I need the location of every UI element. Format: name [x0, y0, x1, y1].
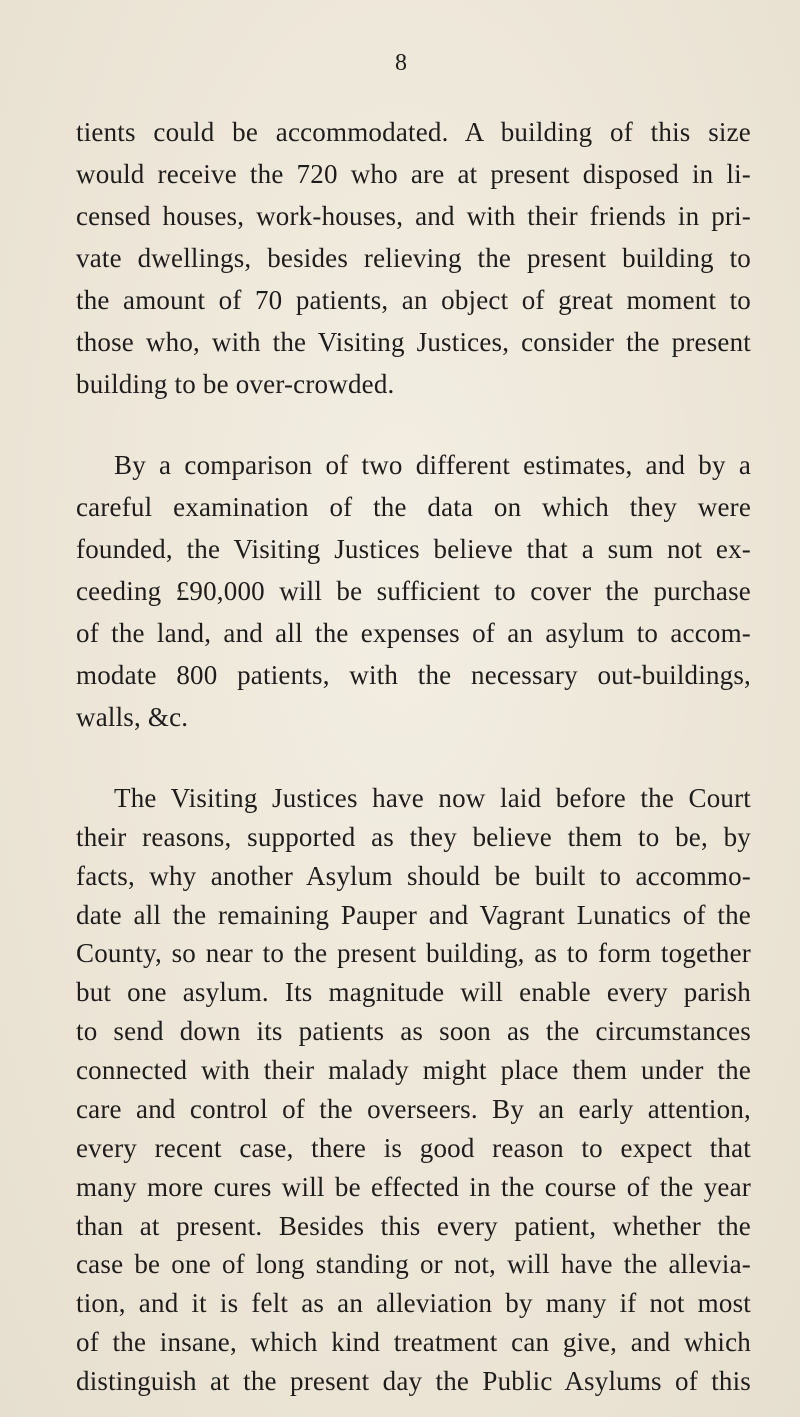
paragraph-3-line-12: than at present. Besides this every patient, whether the: [76, 1211, 751, 1241]
paragraph-1-line-1: tients could be accommodated. A building of this size: [76, 117, 751, 147]
paragraph-1-line-5: the amount of 70 patients, an object of great moment to: [76, 285, 751, 315]
paragraph-3-line-8: connected with their malady might place them under the: [76, 1055, 751, 1085]
page-number: 8: [395, 50, 407, 76]
paragraph-3-line-1: The Visiting Justices have now laid before the Court: [114, 783, 751, 813]
paragraph-1-line-2: would receive the 720 who are at present disposed in li-: [76, 159, 751, 189]
paragraph-3-line-9: care and control of the overseers. By an early attention,: [76, 1094, 751, 1124]
paragraph-3-line-13: case be one of long standing or not, will have the allevia-: [76, 1249, 751, 1279]
paragraph-2-line-4: ceeding £90,000 will be sufficient to cover the purchase: [76, 576, 751, 606]
paragraph-3-line-3: facts, why another Asylum should be built to accommo-: [76, 861, 751, 891]
paragraph-2-line-2: careful examination of the data on which they were: [76, 492, 751, 522]
paragraph-3-line-4: date all the remaining Pauper and Vagrant Lunatics of the: [76, 900, 751, 930]
paragraph-3-line-7: to send down its patients as soon as the circumstances: [76, 1016, 751, 1046]
paragraph-2-line-1: By a comparison of two different estimates, and by a: [114, 450, 751, 480]
paragraph-3-line-2: their reasons, supported as they believe them to be, by: [76, 822, 751, 852]
paragraph-1-line-6: those who, with the Visiting Justices, consider the present: [76, 327, 751, 357]
paragraph-3-line-11: many more cures will be effected in the course of the year: [76, 1172, 751, 1202]
paragraph-3-line-16: distinguish at the present day the Public Asylums of this: [76, 1366, 751, 1396]
paragraph-2-line-3: founded, the Visiting Justices believe that a sum not ex-: [76, 534, 751, 564]
paragraph-1-line-7: building to be over-crowded.: [76, 369, 395, 399]
paragraph-3-line-14: tion, and it is felt as an alleviation by many if not most: [76, 1288, 751, 1318]
paragraph-3-line-10: every recent case, there is good reason to expect that: [76, 1133, 751, 1163]
paragraph-2-line-7: walls, &c.: [76, 702, 189, 732]
paragraph-3-line-6: but one asylum. Its magnitude will enable every parish: [76, 977, 751, 1007]
paragraph-2-line-5: of the land, and all the expenses of an asylum to accom-: [76, 618, 751, 648]
paragraph-3-line-15: of the insane, which kind treatment can give, and which: [76, 1327, 751, 1357]
paragraph-1-line-3: censed houses, work-houses, and with their friends in pri-: [76, 201, 751, 231]
paragraph-2-line-6: modate 800 patients, with the necessary out-buildings,: [76, 660, 751, 690]
paragraph-3-line-5: County, so near to the present building, as to form together: [76, 938, 751, 968]
paragraph-1-line-4: vate dwellings, besides relieving the present building to: [76, 243, 751, 273]
